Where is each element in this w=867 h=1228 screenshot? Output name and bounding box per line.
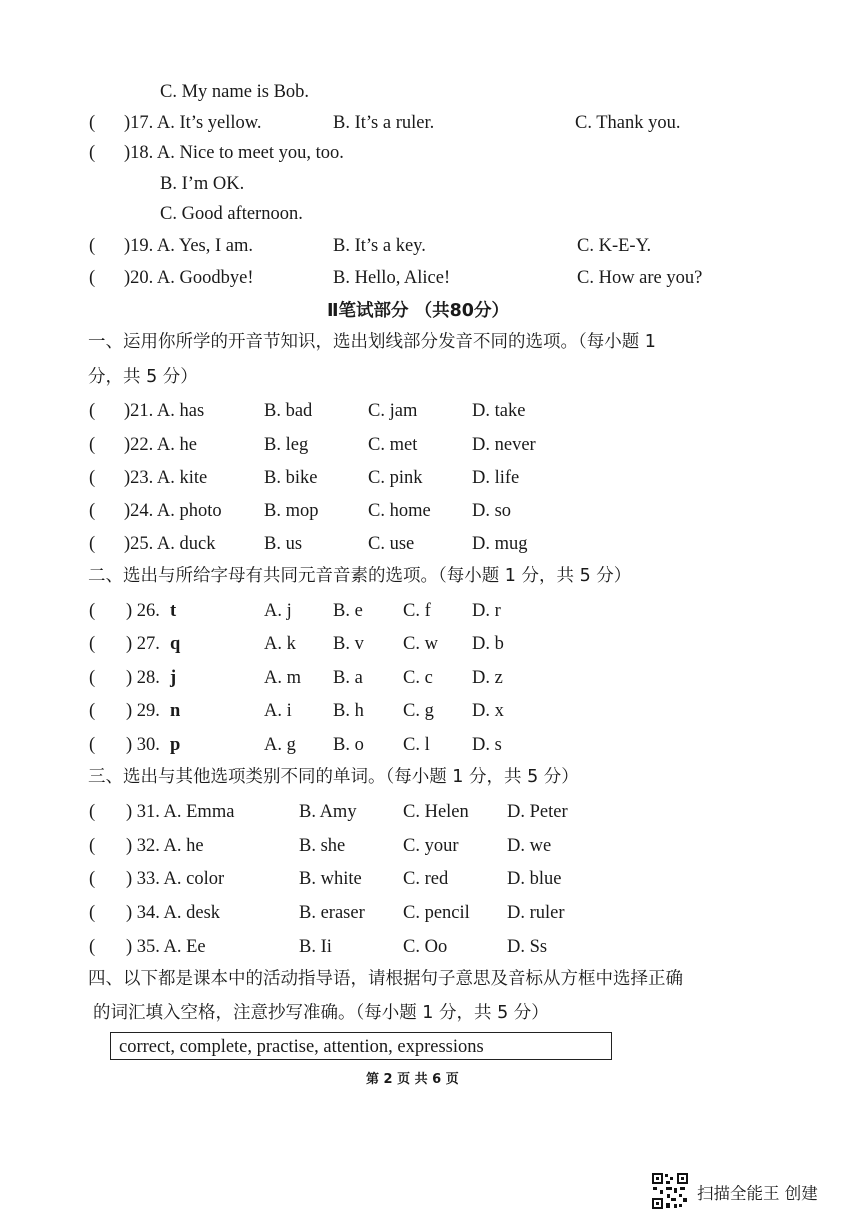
q25-option-b: B. us	[264, 534, 303, 554]
q32-paren: (	[89, 836, 96, 856]
q29-option-b: B. h	[333, 701, 364, 721]
q32-option-d: D. we	[507, 836, 552, 856]
q26-option-d: D. r	[472, 601, 501, 621]
q30-number: ) 30.	[126, 735, 160, 755]
q34-paren: (	[89, 903, 96, 923]
q26-option-c: C. f	[403, 601, 431, 621]
q19-option-c: C. K-E-Y.	[577, 236, 652, 256]
section1-heading-line2: 分，共 5 分）	[88, 367, 198, 387]
q25-option-d: D. mug	[472, 534, 528, 554]
q23-option-c: C. pink	[368, 468, 423, 488]
q23-option-a: )23. A. kite	[124, 468, 208, 488]
q28-option-a: A. m	[264, 668, 301, 688]
q24-paren: (	[89, 501, 96, 521]
q17-option-c: C. Thank you.	[575, 113, 681, 133]
q28-number: ) 28.	[126, 668, 160, 688]
q27-option-b: B. v	[333, 634, 364, 654]
q27-letter: q	[170, 634, 181, 654]
q31-option-c: C. Helen	[403, 802, 469, 822]
q29-number: ) 29.	[126, 701, 160, 721]
q27-number: ) 27.	[126, 634, 160, 654]
page-number: 第 2 页 共 6 页	[366, 1072, 459, 1087]
q28-option-d: D. z	[472, 668, 503, 688]
q16-option-c: C. My name is Bob.	[160, 82, 310, 102]
q29-option-d: D. x	[472, 701, 504, 721]
q29-option-c: C. g	[403, 701, 434, 721]
q34-option-c: C. pencil	[403, 903, 470, 923]
q33-paren: (	[89, 869, 96, 889]
q21-option-c: C. jam	[368, 401, 418, 421]
q30-option-d: D. s	[472, 735, 502, 755]
q27-option-c: C. w	[403, 634, 438, 654]
q22-option-b: B. leg	[264, 435, 309, 455]
q18-option-c: C. Good afternoon.	[160, 204, 303, 224]
q17-paren: (	[89, 113, 96, 133]
q25-option-c: C. use	[368, 534, 415, 554]
q21-option-d: D. take	[472, 401, 526, 421]
q27-option-d: D. b	[472, 634, 504, 654]
q33-option-b: B. white	[299, 869, 362, 889]
q35-option-c: C. Oo	[403, 937, 448, 957]
section1-heading-line1: 一、运用你所学的开音节知识，选出划线部分发音不同的选项。（每小题 1	[88, 332, 656, 352]
q32-option-a: ) 32. A. he	[126, 836, 204, 856]
q18-paren: (	[89, 143, 96, 163]
q23-option-d: D. life	[472, 468, 520, 488]
q33-option-d: D. blue	[507, 869, 562, 889]
q30-letter: p	[170, 735, 181, 755]
q21-paren: (	[89, 401, 96, 421]
q34-option-d: D. ruler	[507, 903, 565, 923]
q20-option-b: B. Hello, Alice!	[333, 268, 451, 288]
q29-letter: n	[170, 701, 181, 721]
q30-option-a: A. g	[264, 735, 296, 755]
q19-option-a: )19. A. Yes, I am.	[124, 236, 253, 256]
q31-paren: (	[89, 802, 96, 822]
q35-option-a: ) 35. A. Ee	[126, 937, 206, 957]
q23-paren: (	[89, 468, 96, 488]
q21-option-a: )21. A. has	[124, 401, 205, 421]
q29-option-a: A. i	[264, 701, 292, 721]
q35-option-d: D. Ss	[507, 937, 548, 957]
word-box-text: correct, complete, practise, attention, expressions	[119, 1037, 484, 1057]
q28-paren: (	[89, 668, 96, 688]
q19-paren: (	[89, 236, 96, 256]
q26-option-a: A. j	[264, 601, 292, 621]
q31-option-d: D. Peter	[507, 802, 568, 822]
q25-option-a: )25. A. duck	[124, 534, 216, 554]
q35-paren: (	[89, 937, 96, 957]
q24-option-d: D. so	[472, 501, 512, 521]
q30-paren: (	[89, 735, 96, 755]
q27-option-a: A. k	[264, 634, 296, 654]
q26-option-b: B. e	[333, 601, 363, 621]
q24-option-b: B. mop	[264, 501, 319, 521]
written-part-title: Ⅱ笔试部分 （共80分）	[327, 301, 509, 321]
q20-paren: (	[89, 268, 96, 288]
q27-paren: (	[89, 634, 96, 654]
q28-option-c: C. c	[403, 668, 433, 688]
q30-option-c: C. l	[403, 735, 430, 755]
q26-letter: t	[170, 601, 177, 621]
q32-option-b: B. she	[299, 836, 346, 856]
scanner-watermark: 扫描全能王 创建	[697, 1184, 818, 1203]
q20-option-c: C. How are you?	[577, 268, 703, 288]
section4-heading-line2: 的词汇填入空格，注意抄写准确。（每小题 1 分，共 5 分）	[93, 1003, 549, 1023]
q23-option-b: B. bike	[264, 468, 318, 488]
section2-heading: 二、选出与所给字母有共同元音音素的选项。（每小题 1 分，共 5 分）	[88, 566, 632, 586]
q22-option-a: )22. A. he	[124, 435, 197, 455]
q34-option-b: B. eraser	[299, 903, 365, 923]
q34-option-a: ) 34. A. desk	[126, 903, 221, 923]
q32-option-c: C. your	[403, 836, 459, 856]
q26-paren: (	[89, 601, 96, 621]
q33-option-a: ) 33. A. color	[126, 869, 225, 889]
q22-paren: (	[89, 435, 96, 455]
q17-option-a: )17. A. It’s yellow.	[124, 113, 262, 133]
q22-option-d: D. never	[472, 435, 536, 455]
q35-option-b: B. Ii	[299, 937, 332, 957]
q22-option-c: C. met	[368, 435, 418, 455]
q20-option-a: )20. A. Goodbye!	[124, 268, 254, 288]
q18-option-b: B. I’m OK.	[160, 174, 245, 194]
q33-option-c: C. red	[403, 869, 449, 889]
q29-paren: (	[89, 701, 96, 721]
q31-option-b: B. Amy	[299, 802, 357, 822]
section4-heading-line1: 四、以下都是课本中的活动指导语，请根据句子意思及音标从方框中选择正确	[88, 969, 683, 989]
q24-option-a: )24. A. photo	[124, 501, 222, 521]
q17-option-b: B. It’s a ruler.	[333, 113, 435, 133]
q28-option-b: B. a	[333, 668, 363, 688]
q26-number: ) 26.	[126, 601, 160, 621]
qr-code-icon	[651, 1172, 689, 1210]
q21-option-b: B. bad	[264, 401, 313, 421]
q19-option-b: B. It’s a key.	[333, 236, 426, 256]
q31-option-a: ) 31. A. Emma	[126, 802, 235, 822]
q24-option-c: C. home	[368, 501, 431, 521]
q18-option-a: )18. A. Nice to meet you, too.	[124, 143, 344, 163]
word-box	[110, 1032, 612, 1060]
q30-option-b: B. o	[333, 735, 364, 755]
q25-paren: (	[89, 534, 96, 554]
section3-heading: 三、选出与其他选项类别不同的单词。（每小题 1 分，共 5 分）	[88, 767, 579, 787]
q28-letter: j	[170, 668, 177, 688]
